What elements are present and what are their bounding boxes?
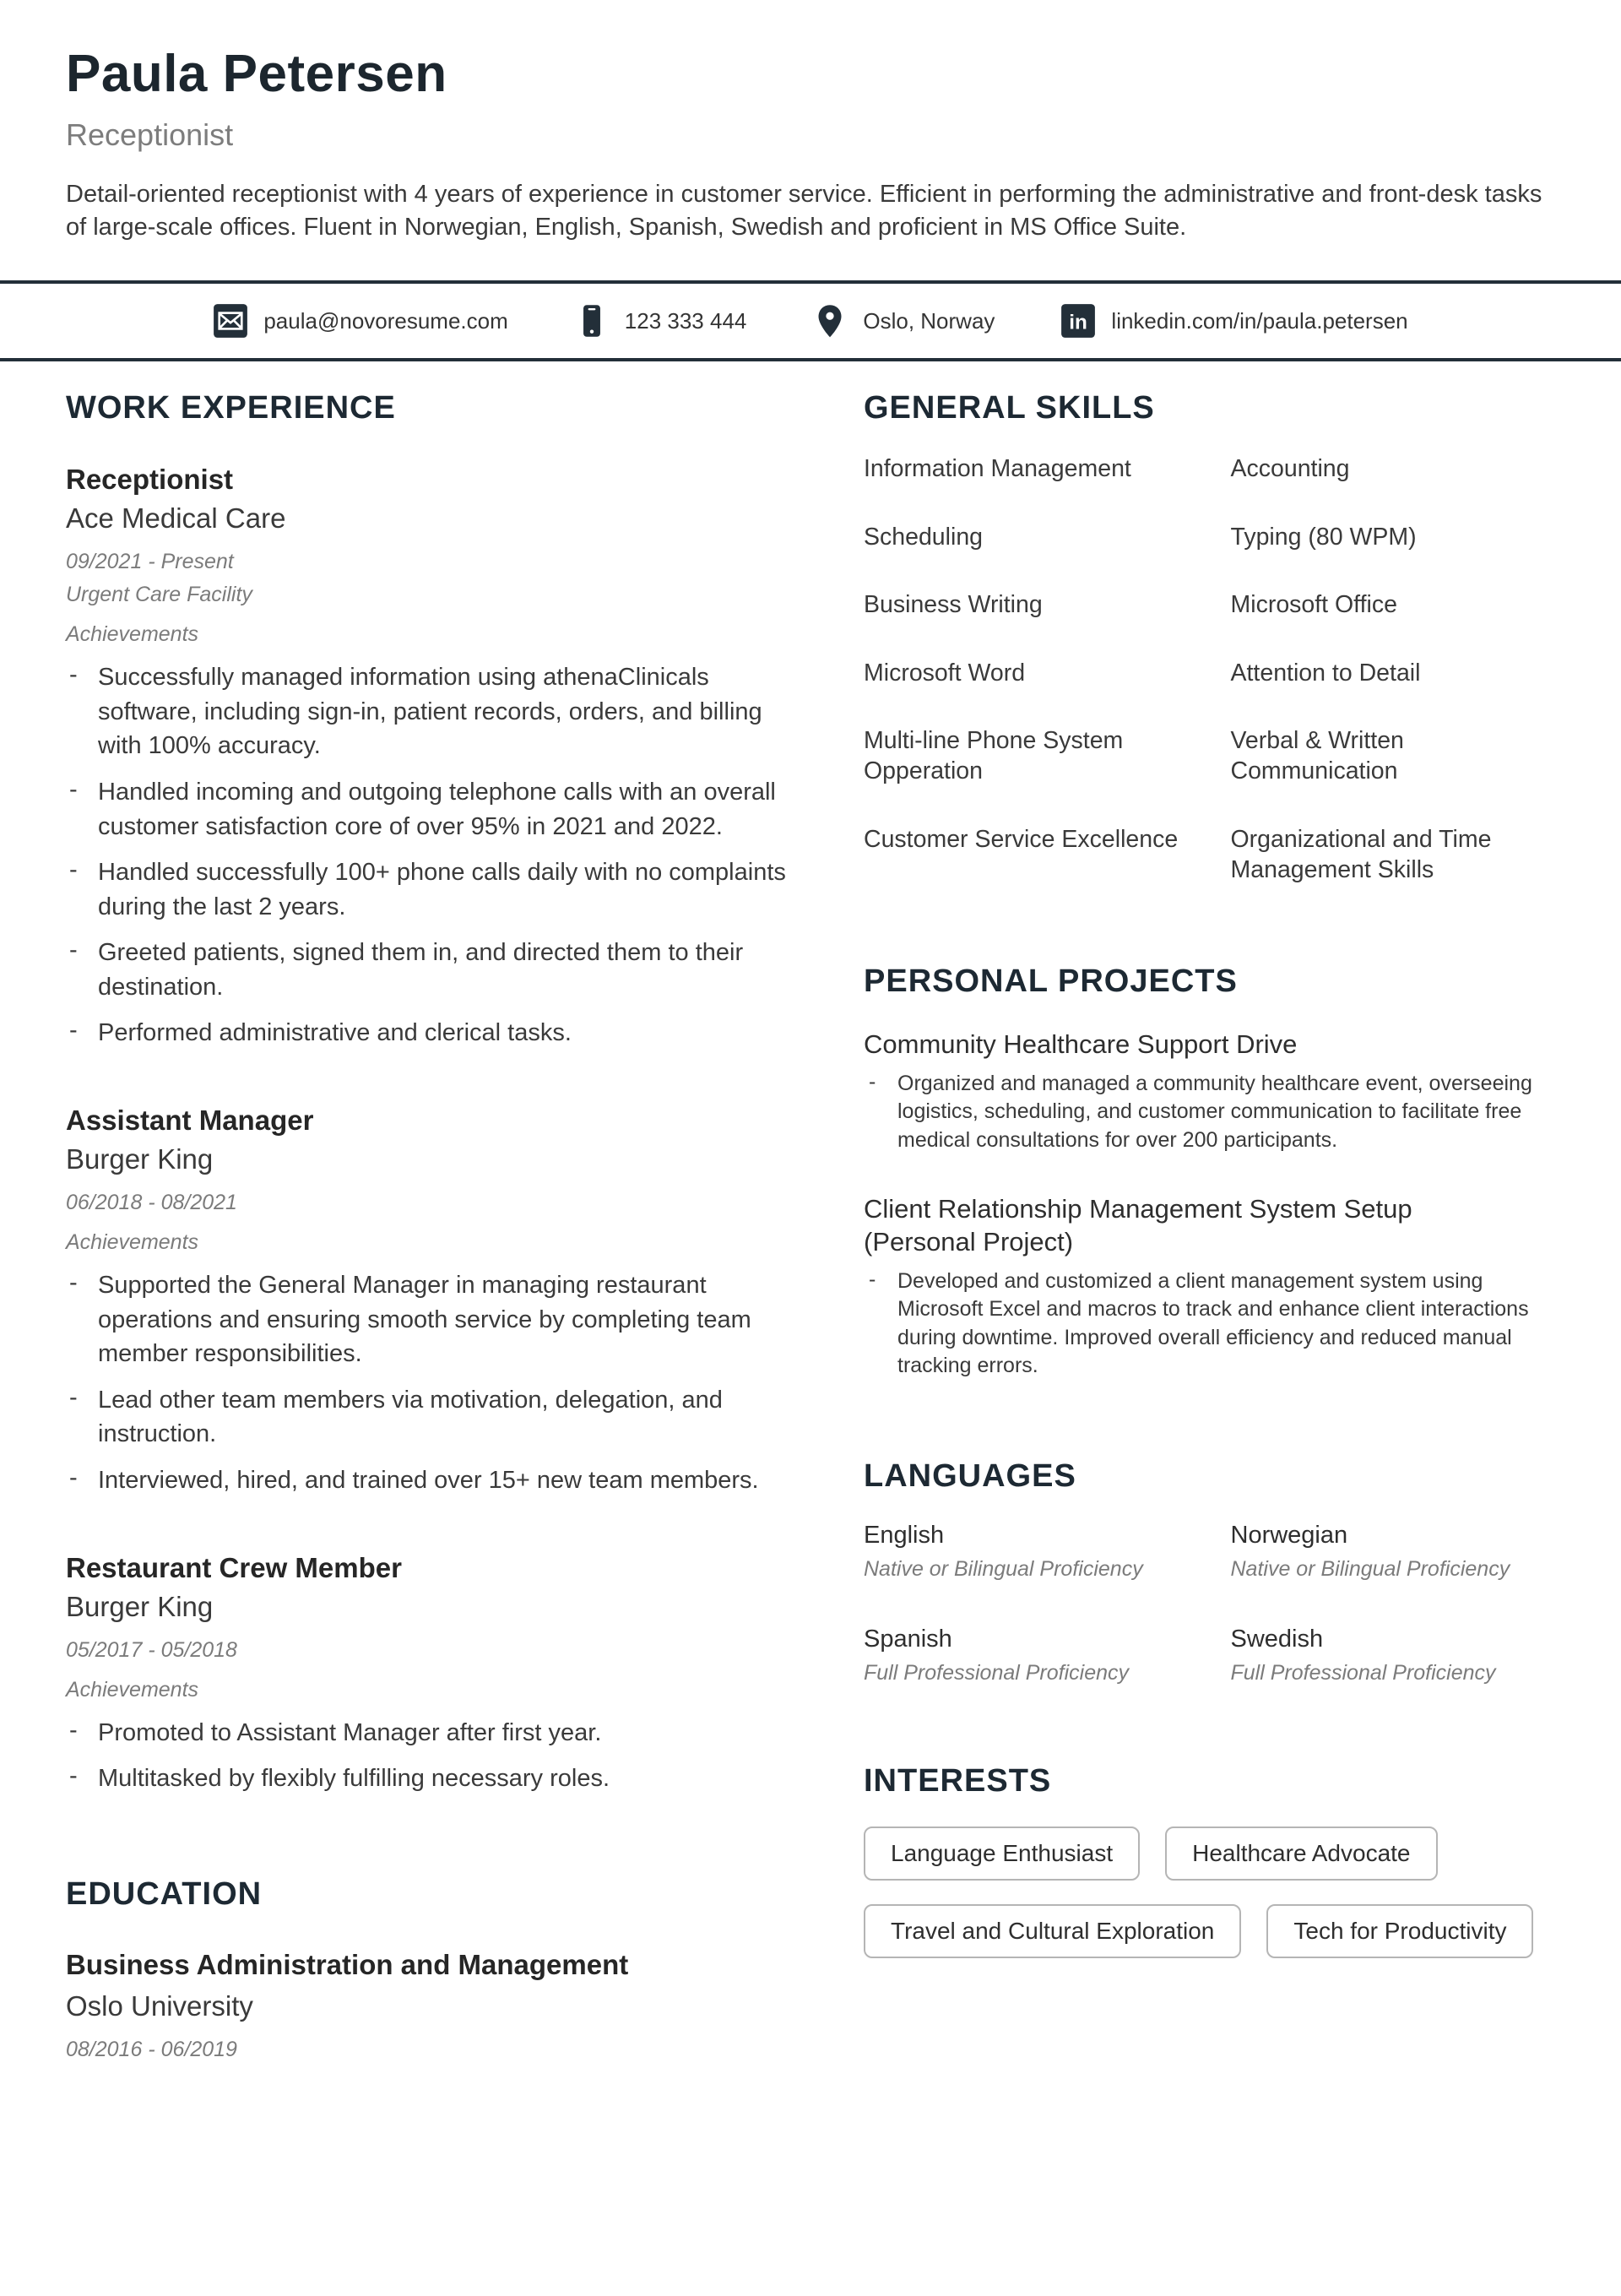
achievement-item: - Performed administrative and clerical tasks. (66, 1016, 792, 1050)
achievement-item: - Handled successfully 100+ phone calls daily with no complaints during the last 2 years. (66, 855, 792, 924)
linkedin-icon (1060, 303, 1096, 339)
work-entry-crew-member (66, 1552, 792, 1796)
skills-grid (864, 453, 1555, 886)
contact-phone-text: 123 333 444 (624, 307, 747, 334)
section-title-interests: INTERESTS (864, 1762, 1052, 1799)
left-column (66, 390, 792, 2062)
languages-grid (864, 1522, 1555, 1685)
interests-section (864, 1763, 1555, 1958)
project-bullets (864, 1070, 1555, 1155)
achievement-list (66, 1268, 792, 1498)
entry-facility: Urgent Care Facility (66, 583, 252, 607)
skill-item: Accounting (1230, 455, 1350, 483)
education-section (66, 1876, 792, 2062)
achievement-item: - Successfully managed information using athenaClinicals software, including sign-in, patient records, orders, and billing with 100% accuracy. (66, 660, 792, 763)
achievement-item: - Promoted to Assistant Manager after first year. (66, 1716, 792, 1750)
achievements-label: Achievements (66, 622, 199, 647)
page-title: Paula Petersen (66, 45, 447, 103)
contact-location-text: Oslo, Norway (863, 307, 995, 334)
project-bullet: - Organized and managed a community healthcare event, overseeing logistics, scheduling, and customer communication to facilitate free medical consultations for over 200 participants. (864, 1070, 1555, 1155)
skill-item: Microsoft Word (864, 659, 1026, 687)
work-entry-assistant-manager (66, 1105, 792, 1498)
achievement-item: - Multitasked by flexibly fulfilling necessary roles. (66, 1761, 792, 1796)
achievements-label: Achievements (66, 1677, 199, 1702)
skill-item: Customer Service Excellence (864, 825, 1179, 853)
entry-dates: 06/2018 - 08/2021 (66, 1191, 237, 1215)
entry-title: Restaurant Crew Member (66, 1551, 402, 1583)
entry-title: Receptionist (66, 464, 234, 496)
language-level: Native or Bilingual Proficiency (864, 1556, 1143, 1581)
achievement-item: - Greeted patients, signed them in, and directed them to their destination. (66, 936, 792, 1004)
language-name: Norwegian (1230, 1521, 1348, 1549)
email-icon (213, 303, 248, 339)
contact-email-text: paula@novoresume.com (263, 307, 508, 334)
achievements-label: Achievements (66, 1230, 199, 1255)
main-columns (0, 361, 1621, 2062)
contact-location (812, 303, 995, 339)
entry-company: Burger King (66, 1590, 214, 1622)
svg-text:in: in (1069, 311, 1088, 334)
personal-projects-section (864, 963, 1555, 1381)
project-community-healthcare (864, 1029, 1555, 1154)
general-skills-section (864, 390, 1555, 886)
project-crm-setup (864, 1193, 1555, 1381)
interest-tag: Travel and Cultural Exploration (864, 1904, 1241, 1958)
interest-tag: Tech for Productivity (1266, 1904, 1533, 1958)
skill-item: Scheduling (864, 523, 984, 551)
skill-item: Typing (80 WPM) (1230, 523, 1417, 551)
language-level: Native or Bilingual Proficiency (1230, 1556, 1510, 1581)
skill-item: Organizational and Time Management Skills (1230, 825, 1492, 884)
achievement-list (66, 1716, 792, 1796)
language-norwegian (1231, 1522, 1556, 1582)
achievement-item: - Handled incoming and outgoing telephone calls with an overall customer satisfaction core of over 95% in 2021 and 2022. (66, 775, 792, 844)
contact-linkedin (1060, 303, 1407, 339)
achievement-list (66, 660, 792, 1050)
skill-item: Multi-line Phone System Opperation (864, 727, 1124, 785)
language-level: Full Professional Proficiency (1230, 1660, 1496, 1685)
work-entry-receptionist (66, 464, 792, 1050)
section-title-languages: LANGUAGES (864, 1457, 1076, 1494)
interest-tag: Language Enthusiast (864, 1826, 1140, 1881)
achievement-item: - Lead other team members via motivation, delegation, and instruction. (66, 1383, 792, 1452)
entry-dates: 05/2017 - 05/2018 (66, 1637, 237, 1662)
header (0, 0, 1621, 243)
interest-tags (864, 1826, 1548, 1958)
contact-email (213, 303, 507, 339)
skill-item: Verbal & Written Communication (1230, 727, 1404, 785)
language-level: Full Professional Proficiency (864, 1660, 1130, 1685)
skill-item: Information Management (864, 455, 1131, 483)
project-name: Client Relationship Management System Setup (Personal Project) (864, 1194, 1412, 1257)
contact-phone (574, 303, 747, 339)
education-degree: Business Administration and Management (66, 1948, 629, 1980)
job-subtitle: Receptionist (66, 117, 234, 152)
achievement-item: - Interviewed, hired, and trained over 15+ new team members. (66, 1463, 792, 1498)
project-bullets (864, 1267, 1555, 1381)
section-title-education: EDUCATION (66, 1875, 263, 1912)
project-bullet: - Developed and customized a client management system using Microsoft Excel and macros to track and enhance client interactions during downtime. Improved overall efficiency and reduced manual tracking errors. (864, 1267, 1555, 1381)
contact-linkedin-text: linkedin.com/in/paula.petersen (1111, 307, 1408, 334)
section-title-general-skills: GENERAL SKILLS (864, 390, 1155, 426)
education-dates: 08/2016 - 06/2019 (66, 2038, 237, 2062)
contact-bar (0, 284, 1621, 358)
language-swedish (1231, 1626, 1556, 1685)
skill-item: Attention to Detail (1230, 659, 1421, 687)
skill-item: Business Writing (864, 591, 1043, 619)
languages-section (864, 1458, 1555, 1685)
language-english (864, 1522, 1189, 1582)
language-name: English (864, 1521, 945, 1549)
skill-item: Microsoft Office (1230, 591, 1397, 619)
project-name: Community Healthcare Support Drive (864, 1029, 1298, 1059)
section-title-work-experience: WORK EXPERIENCE (66, 390, 396, 426)
entry-title: Assistant Manager (66, 1105, 314, 1137)
section-title-personal-projects: PERSONAL PROJECTS (864, 963, 1238, 999)
phone-icon (574, 303, 610, 339)
entry-company: Ace Medical Care (66, 502, 286, 535)
entry-dates: 09/2021 - Present (66, 550, 234, 574)
right-column (864, 390, 1555, 2062)
language-name: Swedish (1230, 1625, 1324, 1653)
education-school: Oslo University (66, 1990, 253, 2022)
entry-company: Burger King (66, 1143, 214, 1175)
interest-tag: Healthcare Advocate (1165, 1826, 1437, 1881)
location-pin-icon (812, 303, 848, 339)
language-name: Spanish (864, 1625, 952, 1653)
summary-text: Detail-oriented receptionist with 4 years of experience in customer service. Efficient in performing the administrative and front-desk tasks of large-scale offices. Fluent in Norwegian, English, Spanish, Swedish and proficient in MS Office Suite. (66, 181, 1542, 241)
achievement-item: - Supported the General Manager in managing restaurant operations and ensuring smooth service by completing team member responsibilities. (66, 1268, 792, 1371)
language-spanish (864, 1626, 1189, 1685)
